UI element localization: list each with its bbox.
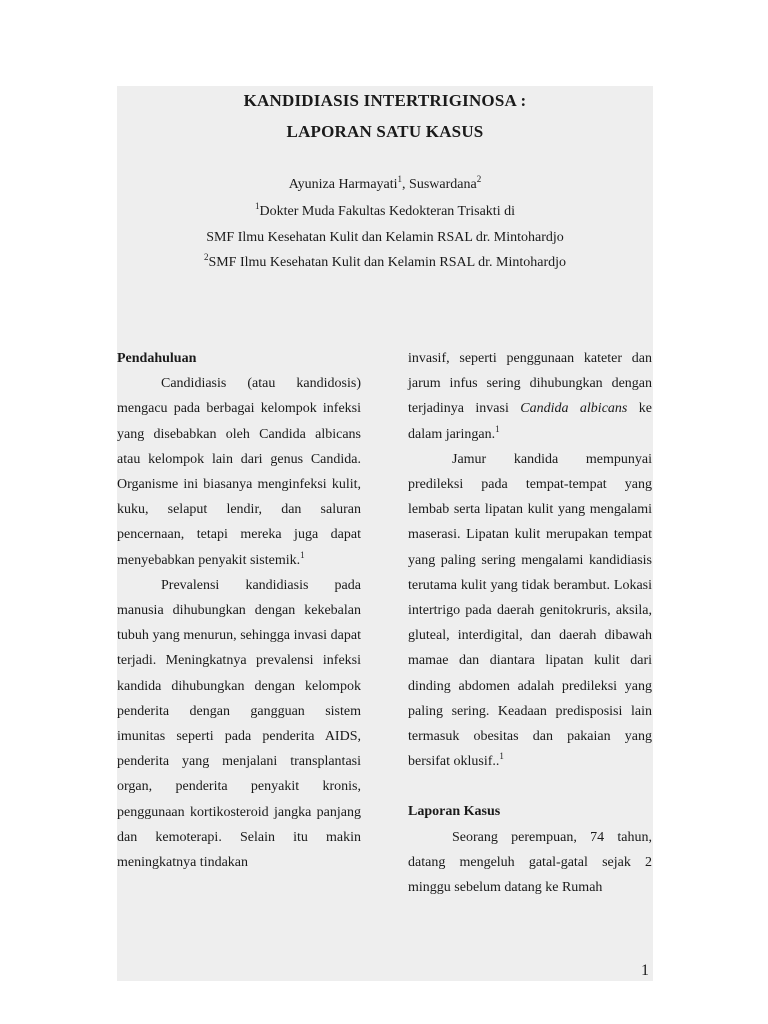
section-heading-pendahuluan: Pendahuluan [117,351,197,366]
citation-sup: 1 [499,751,504,762]
title-line-2: LAPORAN SATU KASUS [286,122,484,141]
page-number: 1 [641,962,649,979]
affiliation-1-line-1 [117,201,653,220]
species-name-italic: Candida albicans [520,401,628,417]
intro-paragraph-1 [117,371,361,573]
intro-paragraph-1-text: Candidiasis (atau kandidosis) mengacu pada berbagai kelompok infeksi yang disebabkan oleh Candida albicans atau kelompok lain dari genus Candida. Organisme ini biasanya menginfeksi kulit, kuku, selaput lendir, dan saluran pencernaan, tetapi mereka juga dapat menyebabkan penyakit sistemik. [117,376,361,568]
left-column [117,346,361,875]
continued-text-a: invasif, seperti penggunaan kateter dan jarum infus sering dihubungkan dengan terjadinya invasi [408,351,652,417]
section-heading-laporan-kasus: Laporan Kasus [408,804,501,820]
title-line-1: KANDIDIASIS INTERTRIGINOSA : [243,91,527,110]
citation-sup: 1 [300,549,305,560]
author-1-sup: 1 [397,174,403,184]
continued-text-b: ke dalam jaringan. [408,401,652,442]
paper-page [117,86,653,981]
affiliation-2 [117,252,653,271]
affiliation-2-sup: 2 [203,252,209,262]
intro-paragraph-2: Prevalensi kandidiasis pada manusia dihubungkan dengan kekebalan tubuh yang menurun, sehingga invasi dapat terjadi. Meningkatnya prevalensi infeksi kandida dihubungkan dengan kelompok penderita dengan gangguan sistem imunitas seperti pada penderita AIDS, penderita yang menjalani transplantasi organ, penderita penyakit kronis, penggunaan kortikosteroid jangka panjang dan kemoterapi. Selain itu makin meningkatnya tindakan [117,577,361,871]
author-1: Ayuniza Harmayati [288,177,398,192]
author-2: Suswardana [409,177,477,192]
author-2-sup: 2 [476,174,482,184]
case-paragraph-1: Seorang perempuan, 74 tahun, datang mengeluh gatal-gatal sejak 2 minggu sebelum datang ke Rumah [408,829,652,896]
affiliation-1-sup: 1 [255,201,260,211]
affiliation-1-line-2: SMF Ilmu Kesehatan Kulit dan Kelamin RSAL dr. Mintohardjo [206,230,564,245]
affiliation-2-text: SMF Ilmu Kesehatan Kulit dan Kelamin RSAL dr. Mintohardjo [208,255,567,270]
affiliation-1-text: Dokter Muda Fakultas Kedokteran Trisakti di [259,204,515,219]
section-gap [408,774,652,799]
citation-sup: 1 [495,423,500,434]
author-separator: , [402,177,410,192]
intro-paragraph-3 [408,447,652,775]
right-column [408,346,652,900]
intro-paragraph-3-text: Jamur kandida mempunyai predileksi pada tempat-tempat yang lembab serta lipatan kulit yang mengalami maserasi. Lipatan kulit merupakan tempat yang paling sering mengalami kandidiasis terutama kulit yang tidak berambut. Lokasi intertrigo pada daerah genitokruris, aksila, gluteal, interdigital, dan daerah dibawah mamae dan diantara lipatan kulit dari dinding abdomen adalah predileksi yang paling sering. Keadaan predisposisi lain termasuk obesitas dan pakaian yang bersifat oklusif.. [408,451,652,770]
intro-paragraph-2-continued [408,346,652,447]
authors [117,174,653,193]
